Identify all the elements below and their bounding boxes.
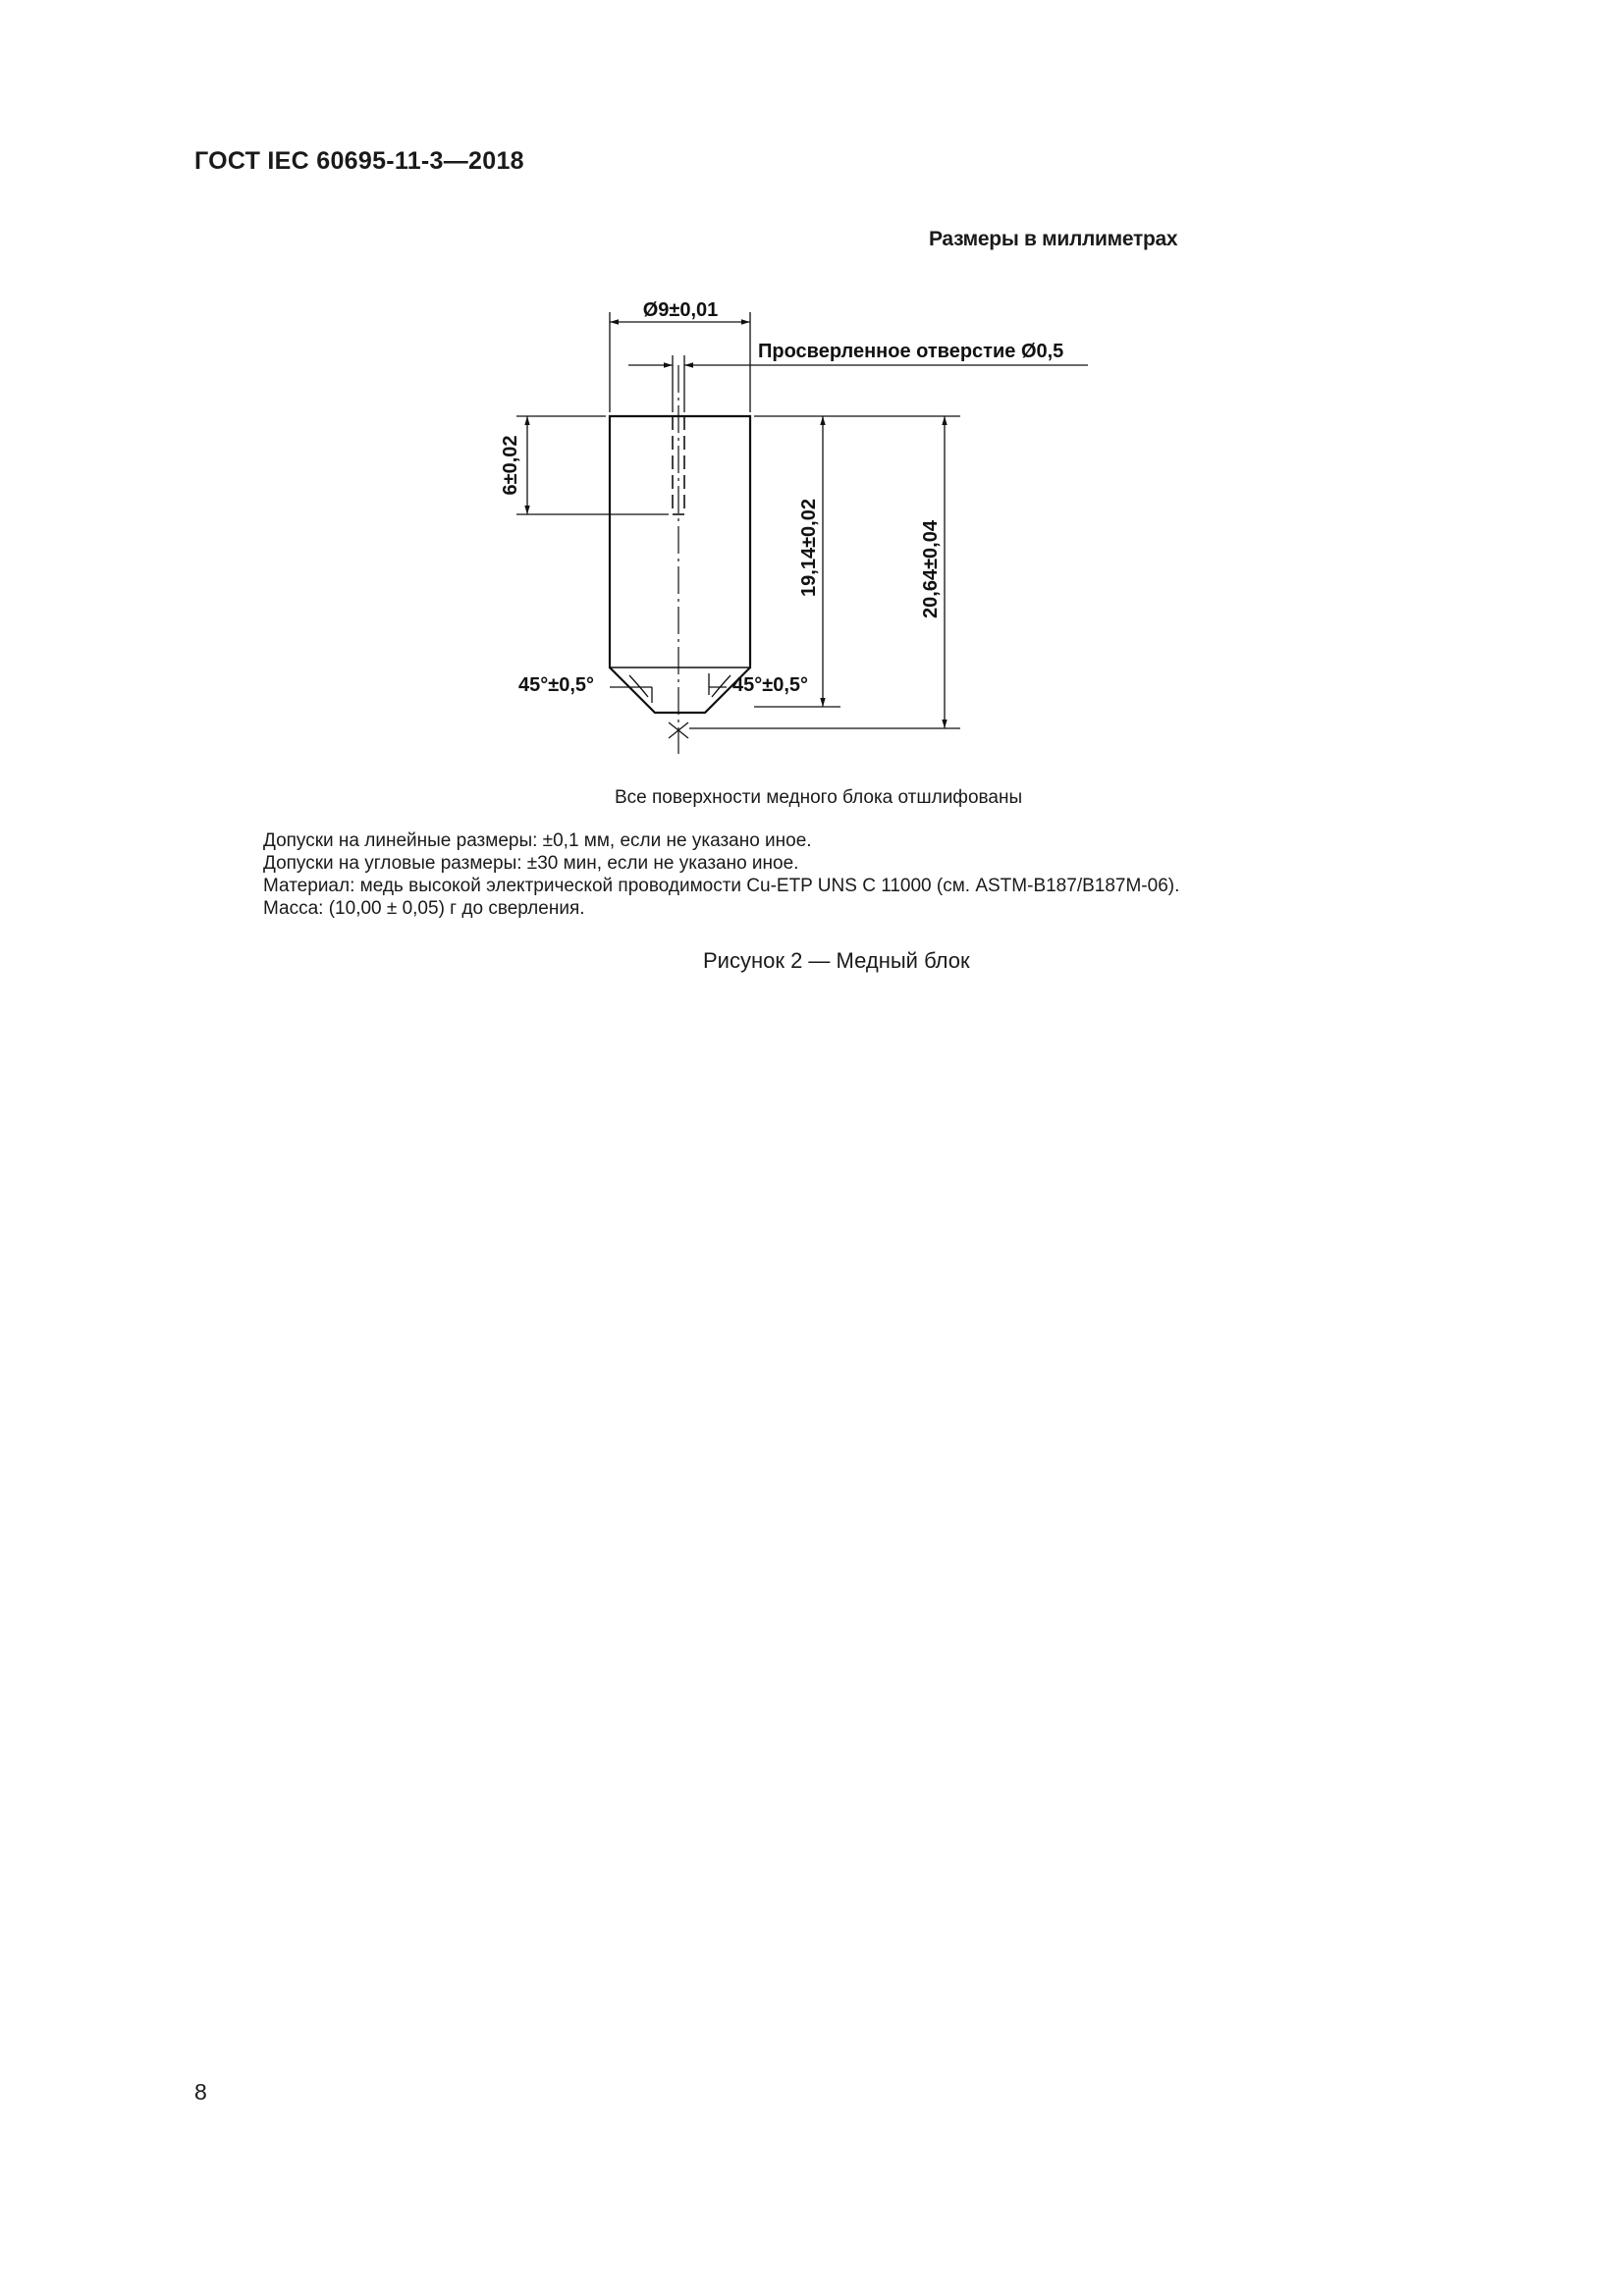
document-header: ГОСТ IEC 60695-11-3—2018 xyxy=(194,147,524,175)
note-angular-tolerance: Допуски на угловые размеры: ±30 мин, если не указано иное. xyxy=(263,853,799,874)
hole-depth-label: 6±0,02 xyxy=(500,435,521,496)
units-note: Размеры в миллиметрах xyxy=(929,228,1178,250)
diameter-dimension xyxy=(610,312,750,412)
hole-dimension xyxy=(628,355,1088,412)
note-material: Материал: медь высокой электрической проводимости Cu-ETP UNS C 11000 (см. ASTM-B187/B187M-06). xyxy=(263,876,1180,896)
figure-caption: Рисунок 2 — Медный блок xyxy=(703,948,970,973)
note-mass: Масса: (10,00 ± 0,05) г до сверления. xyxy=(263,898,585,919)
chamfer-right-label: 45°±0,5° xyxy=(732,674,809,696)
hole-depth-dimension xyxy=(516,416,669,514)
page-number: 8 xyxy=(194,2079,207,2105)
chamfer-right-callout xyxy=(709,673,731,697)
polish-note: Все поверхности медного блока отшлифованы xyxy=(615,787,1023,808)
chamfer-left-label: 45°±0,5° xyxy=(518,674,595,696)
total-length-label: 20,64±0,04 xyxy=(920,520,942,618)
block-outline xyxy=(610,416,750,713)
note-linear-tolerance: Допуски на линейные размеры: ±0,1 мм, если не указано иное. xyxy=(263,830,812,851)
tolerance-notes xyxy=(263,829,1179,920)
hole-label: Просверленное отверстие Ø0,5 xyxy=(758,341,1064,362)
body-length-label: 19,14±0,02 xyxy=(798,499,820,597)
diameter-label: Ø9±0,01 xyxy=(642,299,719,321)
